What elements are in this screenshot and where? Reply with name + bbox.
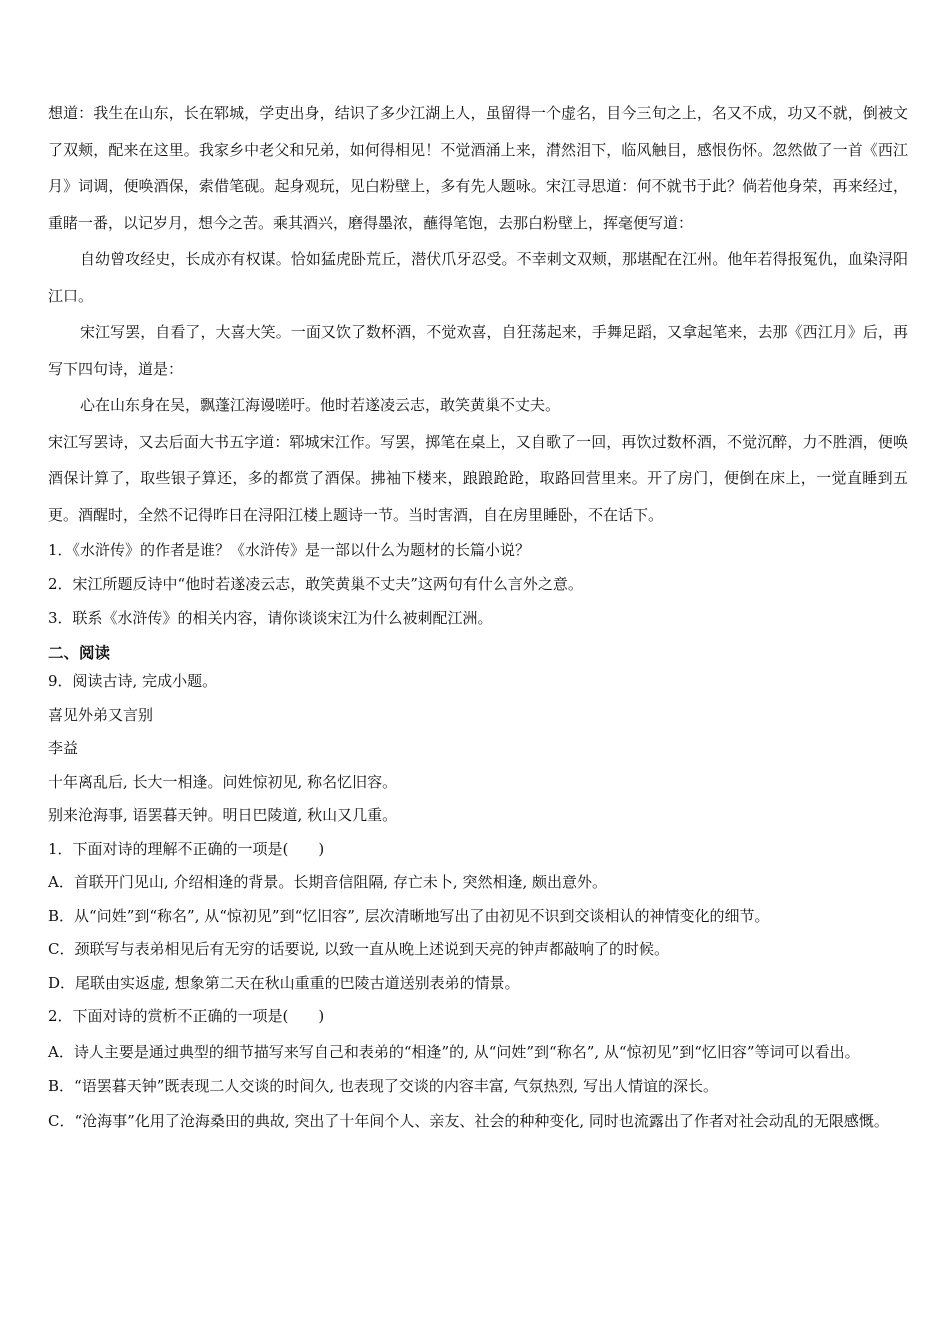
poem-xijiangyue: 自幼曾攻经史，长成亦有权谋。恰如猛虎卧荒丘，潜伏爪牙忍受。不幸刺文双颊，那堪配在江州。他年若得报冤仇，血染浔阳江口。	[48, 250, 908, 305]
subquestion-1-option-a: A．首联开门见山, 介绍相逢的背景。长期音信阻隔, 存亡未卜, 突然相逢, 颇出意外。	[48, 873, 607, 891]
question-1: 1．《水浒传》的作者是谁？《水浒传》是一部以什么为题材的长篇小说？	[48, 541, 531, 559]
subquestion-2-option-b: B．“语罢暮天钟”既表现二人交谈的时间久, 也表现了交谈的内容丰富, 气氛热烈, 写出人情谊的深长。	[48, 1076, 718, 1095]
document-content	[48, 95, 908, 1139]
subquestion-1-option-d: D．尾联由实返虚, 想象第二天在秋山重重的巴陵古道送别表弟的情景。	[48, 973, 520, 992]
passage-paragraph-5: 宋江写罢诗，又去后面大书五字道：郓城宋江作。写罢，掷笔在桌上，又自歌了一回，再饮过数杯酒，不觉沉醉，力不胜酒，便唤酒保计算了，取些银子算还，多的都赏了酒保。拂袖下楼来，踉踉跄跄，取路回营里来。开了房门，便倒在床上，一觉直睡到五更。酒醒时，全然不记得昨日在浔阳江楼上题诗一节。当时害酒，自在房里睡卧，不在话下。	[48, 432, 908, 524]
passage-paragraph-1: 想道：我生在山东，长在郓城，学吏出身，结识了多少江湖上人，虽留得一个虚名，目今三旬之上，名又不成，功又不就，倒被文了双颊，配来在这里。我家乡中老父和兄弟，如何得相见！不觉酒涌上来，潸然泪下，临风触目，感恨伤怀。忽然做了一首《西江月》词调，便唤酒保，索借笔砚。起身观玩，见白粉壁上，多有先人题咏。宋江寻思道：何不就书于此？倘若他身荣，再来经过，重睹一番，以记岁月，想今之苦。乘其酒兴，磨得墨浓，蘸得笔饱，去那白粉壁上，挥毫便写道：	[48, 104, 908, 232]
question-3: 3．联系《水浒传》的相关内容，请你谈谈宋江为什么被刺配江洲。	[48, 609, 493, 627]
question-9-intro: 9．阅读古诗, 完成小题。	[48, 672, 218, 690]
subquestion-1-option-c: C．颈联写与表弟相见后有无穷的话要说, 以致一直从晚上述说到天亮的钟声都敲响了的时候。	[48, 940, 670, 958]
poem-line-1: 十年离乱后, 长大一相逢。问姓惊初见, 称名忆旧容。	[48, 772, 398, 791]
subquestion-2-option-c: C．“沧海事”化用了沧海桑田的典故, 突出了十年间个人、亲友、社会的种种变化, 同时也流露出了作者对社会动乱的无限感慨。	[48, 1112, 889, 1130]
passage-paragraph-3: 宋江写罢，自看了，大喜大笑。一面又饮了数杯酒，不觉欢喜，自狂荡起来，手舞足蹈，又拿起笔来，去那《西江月》后，再写下四句诗，道是：	[48, 323, 908, 378]
subquestion-1-option-b: B．从“问姓”到“称名”, 从“惊初见”到“忆旧容”, 层次清晰地写出了由初见不识到交谈相认的神情变化的细节。	[48, 906, 770, 925]
poem-title: 喜见外弟又言别	[48, 705, 154, 724]
subquestion-2-stem: 2．下面对诗的赏析不正确的一项是( )	[48, 1007, 325, 1025]
subquestion-1-stem: 1．下面对诗的理解不正确的一项是( )	[48, 839, 325, 858]
poem-line-2: 别来沧海事, 语罢暮天钟。明日巴陵道, 秋山又几重。	[48, 806, 398, 824]
section-heading: 二、阅读	[48, 643, 111, 662]
poem-four-lines: 心在山东身在吴，飘蓬江海谩嗟吁。他时若遂凌云志，敢笑黄巢不丈夫。	[80, 396, 561, 414]
subquestion-2-option-a: A．诗人主要是通过典型的细节描写来写自己和表弟的“相逢”的, 从“问姓”到“称名”, 从“惊初见”到“忆旧容”等词可以看出。	[48, 1042, 860, 1061]
poem-author: 李益	[48, 739, 79, 757]
question-2: 2．宋江所题反诗中“他时若遂凌云志，敢笑黄巢不丈夫”这两句有什么言外之意。	[48, 575, 583, 593]
